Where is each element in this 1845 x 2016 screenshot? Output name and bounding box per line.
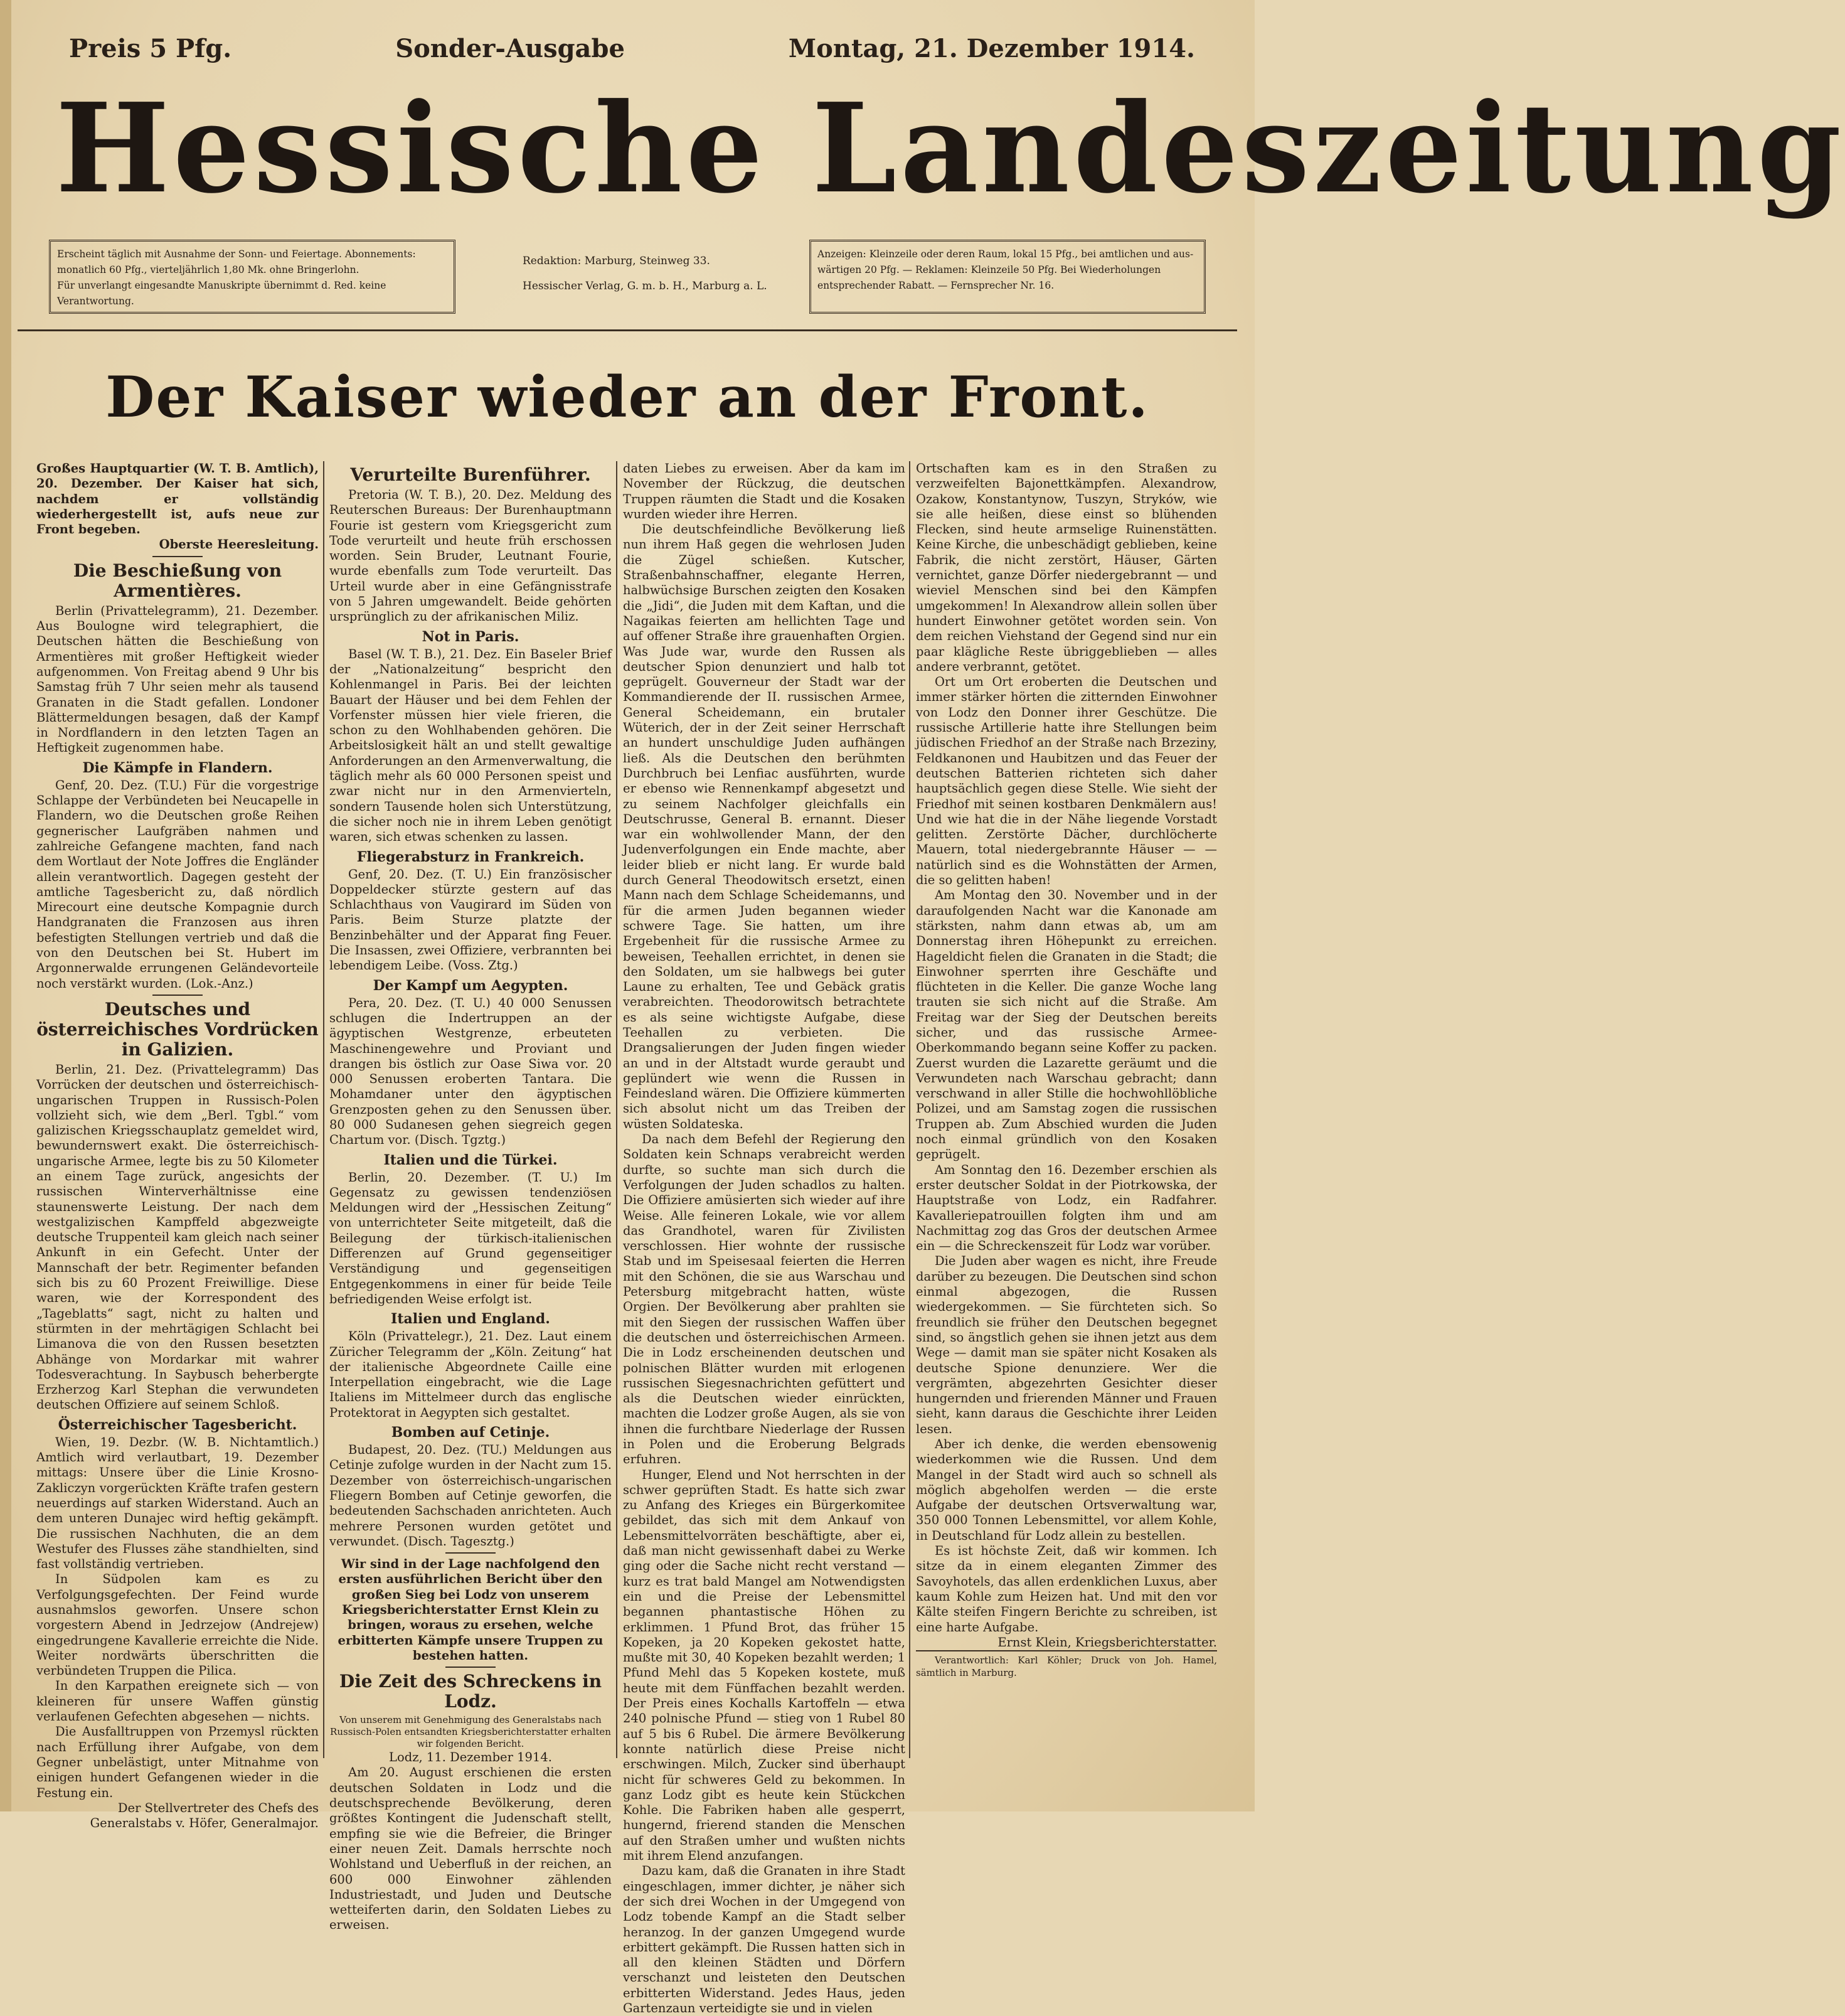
imprint: Verantwortlich: Karl Köhler; Druck von Joh. Hamel, sämtlich in Marburg.: [916, 1650, 1217, 1679]
article-heading: Der Kampf um Aegypten.: [373, 977, 568, 994]
article-heading: Die Beschießung von Armentières.: [73, 560, 282, 601]
subscription-box: Erscheint täglich mit Ausnahme der Sonn- und Feiertage. Abonnements: monatlich 60 Pfg., vierteljährlich 1,80 Mk. ohne Bringerlohn. Für unverlangt eingesandte Manuskripte übernimmt d. Red. keine Verantwortung.: [49, 240, 455, 314]
article-heading: Fliegerabsturz in Frankreich.: [356, 848, 585, 865]
masthead-title: Hessische Landeszeitung: [55, 77, 1845, 221]
column-1: Großes Hauptquartier (W. T. B. Amtlich), 20. Dezember. Der Kaiser hat sich, nachdem er vollständig wiederhergestellt ist, aufs neue zur Front begeben. Oberste Heeresleitung. Die Beschießung von Armentières. Berlin (Privattelegramm), 21. Dezember. Aus Boulogne wird telegraphiert, die Deutschen hätten die Beschießung von Armentières mit großer Heftigkeit wieder aufgenommen. Von Freitag abend 9 Uhr bis Samstag früh 7 Uhr seien mehr als tausend Granaten in die Stadt gefallen. Londoner Blättermeldungen besagen, daß der Kampf in Nordflandern in den letzten Tagen an Heftigkeit zugenommen habe. Die Kämpfe in Flandern. Genf, 20. Dez. (T.U.) Für die vorgestrige Schlappe der Verbündeten bei Neucapelle in Flandern, wo die Deutschen große Reihen gegnerischer Laufgräben nahmen und zahlreiche Gefangene machten, fand nach dem Wortlaut der Note Joffres die Engländer allein verantwortlich. Dagegen gesteht der amtliche Tagesbericht zu, daß nördlich Mirecourt eine deutsche Kompagnie durch Handgranaten die Franzosen aus ihren befestigten Stellungen vertrieb und daß die von den Deutschen bei St. Hubert im Argonnerwalde errungenen Geländevorteile noch verstärkt wurden. (Lok.-Anz.) Deutsches und österreichisches Vordrücken in Galizien. Berlin, 21. Dez. (Privattelegramm) Das Vorrücken der deutschen und österreichisch-ungarischen Truppen in Russisch-Polen vollzieht sich, wie dem „Berl. Tgbl.“ vom galizischen Kriegsschauplatz gemeldet wird, bewundernswert exakt. Die österreichisch-ungarische Armee, legte bis zu 50 Kilometer an einem Tage zurück, angesichts der russischen Winterverhältnisse eine staunenswerte Leistung. Der nach dem westgalizischen Kampffeld abgezweigte deutsche Truppenteil kam gleich nach seiner Ankunft in ein Gefecht. Unter der Mannschaft der betr. Regimenter befanden sich bis zu 60 Prozent Freiwillige. Diese waren, wie der Korrespondent des „Tageblatts“ sagt, nicht zu halten und stürmten in der mehrtägigen Schlacht bei Limanova die von den Russen besetzten Abhänge von Mordarkar mit wahrer Todesverachtung. In Saybusch beherbergte Erzherzog Karl Stephan die verwundeten deutschen Offiziere auf seinem Schloß. Österreichischer Tagesbericht. Wien, 19. Dezbr. (W. B. Nichtamtlich.) Amtlich wird verlautbart, 19. Dezember mittags: Unsere über die Linie Krosno-Zakliczyn vorgerückten Kräfte trafen gestern neuerdings auf starken Widerstand. Auch an dem unteren Dunajec wird heftig gekämpft. Die russischen Nachhuten, die an dem Westufer des Flusses zähe standhielten, sind fast vollständig vertrieben. In Südpolen kam es zu Verfolgungsgefechten. Der Feind wurde ausnahmslos geworfen. Unsere schon vorgestern Abend in Jedrzejow (Andrejew) eingedrungene Kavallerie erreichte die Nide. Weiter nordwärts überschritten die verbündeten Truppen die Pilica. In den Karpathen ereignete sich — von kleineren für unsere Waffen günstig verlaufenen Gefechten abgesehen — nichts. Die Ausfalltruppen von Przemysl rückten nach Erfüllung ihrer Aufgabe, von dem Gegner unbelästigt, unter Mitnahme von einigen hundert Gefangenen wieder in die Festung ein. Der Stellvertreter des Chefs des Generalstabs v. Höfer, Generalmajor.: [36, 461, 319, 1831]
editorial-info: Redaktion: Marburg, Steinweg 33. Hessischer Verlag, G. m. b. H., Marburg a. L.: [523, 255, 767, 292]
column-rule: [909, 461, 910, 1758]
article-heading: Italien und die Türkei.: [383, 1151, 558, 1168]
column-rule: [616, 461, 617, 1758]
article-heading: Deutsches und österreichisches Vordrücken in Galizien.: [36, 998, 319, 1060]
column-rule: [323, 461, 324, 1758]
header-rule: [18, 329, 1237, 331]
article-heading: Italien und England.: [391, 1311, 550, 1328]
column-3: daten Liebes zu erweisen. Aber da kam im November der Rückzug, die deutschen Truppen räumten die Stadt und die Kosaken wurden wieder ihre Herren. Die deutschfeindliche Bevölkerung ließ nun ihrem Haß gegen die wehrlosen Juden die Zügel schießen. Kutscher, Straßenbahnschaffner, elegante Herren, halbwüchsige Burschen zeigten den Kosaken die „Jidi“, die Juden mit dem Kaftan, und die Nagaikas feierten am hellichten Tage und auf offener Straße ihre grauenhaften Orgien. Was Jude war, wurde den Russen als deutscher Spion denunziert und halb tot geprügelt. Gouverneur der Stadt war der Kommandierende der II. russischen Armee, General Scheidemann, ein brutaler Wüterich, der in der Zeit seiner Herrschaft an hundert unschuldige Juden aufhängen ließ. Als die Deutschen den berühmten Durchbruch bei Lenfiac ausführten, wurde er ebenso wie Rennenkampf abgesetzt und zu seinem Nachfolger gleichfalls ein Deutschrusse, General B. ernannt. Dieser war ein wohlwollender Mann, der den Judenverfolgungen ein Ende machte, aber leider blieb er nicht lang. Er wurde bald durch General Theodowitsch ersetzt, einen Mann nach dem Schlage Scheidemanns, und für die armen Juden begannen wieder schwere Tage. Sie hatten, um ihre Ergebenheit für die russische Armee zu beweisen, Teehallen errichtet, in denen sie den Soldaten, um sie halbwegs bei guter Laune zu erhalten, Tee und Gebäck gratis verabreichten. Theodorowitsch betrachtete es als seine wichtigste Aufgabe, diese Teehallen zu verbieten. Die Drangsalierungen der Juden fingen wieder an und in der Altstadt wurde geraubt und geplündert wie wenn die Russen in Feindesland wären. Die Offiziere kümmerten sich absolut nicht um das Treiben der wüsten Soldateska. Da nach dem Befehl der Regierung den Soldaten kein Schnaps verabreicht werden durfte, so suchte man sich durch die Verfolgungen der Juden schadlos zu halten. Die Offiziere amüsierten sich wieder auf ihre Weise. Alle feineren Lokale, wie vor allem das Grandhotel, waren für Zivilisten verschlossen. Hier wohnte der russische Stab und im Speisesaal feierten die Herren mit den Schönen, die sie aus Warschau und Petersburg mitgebracht hatten, wüste Orgien. Der Bevölkerung aber prahlten sie mit den Siegen der russischen Waffen über die deutschen und österreichischen Armeen. Die in Lodz erscheinenden deutschen und polnischen Blätter wurden mit erlogenen russischen Siegesnachrichten gefüttert und als die Deutschen wieder einrückten, machten die Lodzer große Augen, als sie von ihnen die furchtbare Niederlage der Russen in Polen und die Eroberung Belgrads erfuhren. Hunger, Elend und Not herrschten in der schwer geprüften Stadt. Es hatte sich zwar zu Anfang des Krieges ein Bürgerkomitee gebildet, das sich mit dem Ankauf von Lebensmittelvorräten beschäftigte, aber ei, daß man nicht gewissenhaft dabei zu Werke ging oder die Sache nicht recht verstand — kurz es trat bald Mangel am Notwendigsten ein und die Preise der Lebensmittel begannen phantastische Höhen zu erklimmen. 1 Pfund Brot, das früher 15 Kopeken, ja 20 Kopeken gekostet hatte, mußte mit 30, 40 Kopeken bezahlt werden; 1 Pfund Mehl das 5 Kopeken kostete, muß heute mit dem Fünffachen bezahlt werden. Der Preis eines Kochalls Kartoffeln — etwa 240 polnische Pfund — stieg von 1 Rubel 80 auf 5 bis 6 Rubel. Die ärmere Bevölkerung konnte natürlich diese Preise nicht erschwingen. Milch, Zucker sind überhaupt nicht für schweres Geld zu bekommen. In ganz Lodz gibt es heute kein Stückchen Kohle. Die Fabriken haben alle gesperrt, hungernd, frierend standen die Menschen auf den Straßen umher und wußten nichts mit ihrem Elend anzufangen. Dazu kam, daß die Granaten in ihre Stadt eingeschlagen, immer dichter, je näher sich der sich drei Wochen in der Umgegend von Lodz tobende Kampf an die Stadt selber heranzog. In der ganzen Umgegend wurde erbittert gekämpft. Die Russen hatten sich in all den kleinen Städten und Dörfern verschanzt und leisteten den Deutschen erbitterten Widerstand. Jedes Haus, jeden Gartenzaun verteidigte sie und in vielen: [623, 461, 905, 2015]
top-line: [69, 33, 1195, 64]
price: Preis 5 Pfg.: [69, 33, 232, 63]
date: Montag, 21. Dezember 1914.: [788, 33, 1195, 63]
article-heading: Die Kämpfe in Flandern.: [82, 759, 273, 776]
article-heading: Bomben auf Cetinje.: [391, 1424, 550, 1441]
article-heading: Not in Paris.: [422, 628, 519, 645]
column-4: Ortschaften kam es in den Straßen zu verzweifelten Bajonettkämpfen. Alexandrow, Ozakow, Konstantynow, Tuszyn, Stryków, wie sie alle heißen, diese einst so blühenden Flecken, sind heute armselige Ruinenstätten. Keine Kirche, die unbeschädigt geblieben, keine Fabrik, die nicht zerstört, Häuser, Gärten vernichtet, ganze Dörfer niedergebrannt — und wieviel Menschen sind bei den Kämpfen umgekommen! In Alexandrow allein sollen über hundert Einwohner getötet worden sein. Von dem reichen Viehstand der Gegend sind nur ein paar klägliche Reste übriggeblieben — alles andere verbrannt, getötet. Ort um Ort eroberten die Deutschen und immer stärker hörten die zitternden Einwohner von Lodz den Donner ihrer Geschütze. Die russische Artillerie hatte ihre Stellungen beim jüdischen Friedhof an der Straße nach Brzeziny, Feldkanonen und Haubitzen und das Feuer der deutschen Batterien richteten sich daher hauptsächlich gegen diese Stelle. Wie sieht der Friedhof mit seinen kostbaren Denkmälern aus! Und wie hat die in der Nähe liegende Vorstadt gelitten. Zerstörte Dächer, durchlöcherte Mauern, total niedergebrannte Häuser — — natürlich sind es die Wohnstätten der Armen, die so gelitten haben! Am Montag den 30. November und in der daraufolgenden Nacht war die Kanonade am stärksten, nahm dann etwas ab, um am Donnerstag ihren Höhepunkt zu erreichen. Hageldicht fielen die Granaten in die Stadt; die Einwohner sperrten ihre Geschäfte und flüchteten in die Keller. Die ganze Woche lang trauten sie sich nicht auf die Straße. Am Freitag war der Sieg der Deutschen bereits sicher, und das russische Armee-Oberkommando begann seine Koffer zu packen. Zuerst wurden die Lazarette geräumt und die Verwundeten nach Warschau gebracht; dann verschwand in aller Stille die hochwohllöbliche Polizei, und am Samstag zogen die russischen Truppen ab. Zum Abschied wurden die Juden noch einmal gründlich von den Kosaken geprügelt. Am Sonntag den 16. Dezember erschien als erster deutscher Soldat in der Piotrkowska, der Hauptstraße von Lodz, ein Radfahrer. Kavalleriepatrouillen folgten ihm und am Nachmittag zog das Gros der deutschen Armee ein — die Schreckenszeit für Lodz war vorüber. Die Juden aber wagen es nicht, ihre Freude darüber zu bezeugen. Die Deutschen sind schon einmal abgezogen, die Russen wiedergekommen. — Sie fürchteten sich. So freundlich sie früher den Deutschen begegnet sind, so ängstlich gehen sie ihnen jetzt aus dem Wege — damit man sie später nicht Kosaken als deutsche Spione denunziere. Wer die vergrämten, abgezehrten Gesichter dieser hungernden und frierenden Männer und Frauen sieht, kann daraus die Geschichte ihrer Leiden lesen. Aber ich denke, die werden ebensowenig wiederkommen wie die Russen. Und dem Mangel in der Stadt wird auch so schnell als möglich abgeholfen werden — die erste Aufgabe der deutschen Ortsverwaltung war, 350 000 Tonnen Lebensmittel, vor allem Kohle, in Deutschland für Lodz allein zu bestellen. Es ist höchste Zeit, daß wir kommen. Ich sitze da in einem eleganten Zimmer des Savoyhotels, das allen erdenklichen Luxus, aber kaum Kohle zum Heizen hat. Und mit den vor Kälte steifen Fingern Berichte zu schreiben, ist eine harte Aufgabe. Ernst Klein, Kriegsberichterstatter. Verantwortlich: Karl Köhler; Druck von Joh. Hamel, sämtlich in Marburg.: [916, 461, 1217, 1679]
main-headline: Der Kaiser wieder an der Front.: [105, 364, 1149, 430]
column-2: Verurteilte Burenführer. Pretoria (W. T. B.), 20. Dez. Meldung des Reuterschen Bureaus: Der Burenhauptmann Fourie ist gestern vom Kriegsgericht zum Tode verurteilt und heute früh erschossen worden. Sein Bruder, Leutnant Fourie, wurde ebenfalls zum Tode verurteilt. Das Urteil wurde aber in eine Gefängnisstrafe von 5 Jahren umgewandelt. Beide gehörten ursprünglich zu der afrikanischen Miliz. Not in Paris. Basel (W. T. B.), 21. Dez. Ein Baseler Brief der „Nationalzeitung“ bespricht den Kohlenmangel in Paris. Bei der leichten Bauart der Häuser und bei dem Fehlen der Vorfenster müssen hier viele frieren, die schon zu den Wohlhabenden gehören. Die Arbeitslosigkeit hält an und stellt gewaltige Anforderungen an den Armenverwaltung, die täglich mehr als 60 000 Personen speist und zwar nicht nur in den Armenvierteln, sondern Tausende holen sich Unterstützung, die sicher noch nie in ihrem Leben genötigt waren, sich etwas schenken zu lassen. Fliegerabsturz in Frankreich. Genf, 20. Dez. (T. U.) Ein französischer Doppeldecker stürzte gestern auf das Schlachthaus von Vaugirard im Süden von Paris. Beim Sturze platzte der Benzinbehälter und der Apparat fing Feuer. Die Insassen, zwei Offiziere, verbrannten bei lebendigem Leibe. (Voss. Ztg.) Der Kampf um Aegypten. Pera, 20. Dez. (T. U.) 40 000 Senussen schlugen die Indertruppen an der ägyptischen Westgrenze, erbeuteten Maschinengewehre und Proviant und drangen bis östlich zur Oase Siwa vor. 20 000 Senussen eroberten Tantara. Die Mohamdaner unter den ägyptischen Grenzposten gehen zu den Senussen über. 80 000 Sudanesen gehen siegreich gegen Chartum vor. (Disch. Tgztg.) Italien und die Türkei. Berlin, 20. Dezember. (T. U.) Im Gegensatz zu gewissen tendenziösen Meldungen wird der „Hessischen Zeitung“ von unterrichteter Seite mitgeteilt, daß die Beilegung der türkisch-italienischen Differenzen auf Grund gegenseitiger Verständigung und gegenseitigen Entgegenkommens in einer für beide Teile befriedigenden Weise erfolgt ist. Italien und England. Köln (Privattelegr.), 21. Dez. Laut einem Züricher Telegramm der „Köln. Zeitung“ hat der italienische Abgeordnete Caille eine Interpellation eingebracht, wie die Lage Italiens im Mittelmeer durch das englische Protektorat in Aegypten sich gestaltet. Bomben auf Cetinje. Budapest, 20. Dez. (TU.) Meldungen aus Cetinje zufolge wurden in der Nacht zum 15. Dezember von österreichisch-ungarischen Fliegern Bomben auf Cetinje geworfen, die bedeutenden Sachschaden anrichteten. Auch mehrere Personen wurden getötet und verwundet. (Disch. Tagesztg.) Wir sind in der Lage nachfolgend den ersten ausführlichen Bericht über den großen Sieg bei Lodz von unserem Kriegsberichterstatter Ernst Klein zu bringen, woraus zu ersehen, welche erbitterten Kämpfe unsere Truppen zu bestehen hatten. Die Zeit des Schreckens in Lodz. Von unserem mit Genehmigung des Generalstabs nach Russisch-Polen entsandten Kriegsberichterstatter erhalten wir folgenden Bericht. Lodz, 11. Dezember 1914. Am 20. August erschienen die ersten deutschen Soldaten in Lodz und die deutschsprechende Bevölkerung, deren größtes Kontingent die Judenschaft stellt, empfing sie wie die Befreier, die Bringer einer neuen Zeit. Damals herrschte noch Wohlstand und Ueberfluß in der reichen, an 600 000 Einwohner zählenden Industriestadt, und Juden und Deutsche wetteiferten darin, den Soldaten Liebes zu erweisen.: [329, 464, 612, 1933]
info-bar: [49, 240, 1206, 318]
article-heading: Österreichischer Tagesbericht.: [58, 1416, 297, 1433]
edition: Sonder-Ausgabe: [395, 33, 625, 63]
article-heading: Verurteilte Burenführer.: [350, 464, 591, 485]
advertising-box: Anzeigen: Kleinzeile oder deren Raum, lokal 15 Pfg., bei amtlichen und aus- wärtigen 20 Pfg. — Reklamen: Kleinzeile 50 Pfg. Bei Wiederholungen entsprechender Rabatt. — Fernsprecher Nr. 16.: [809, 240, 1206, 314]
page-edge: [0, 0, 11, 1811]
article-heading: Die Zeit des Schreckens in Lodz.: [339, 1671, 602, 1712]
